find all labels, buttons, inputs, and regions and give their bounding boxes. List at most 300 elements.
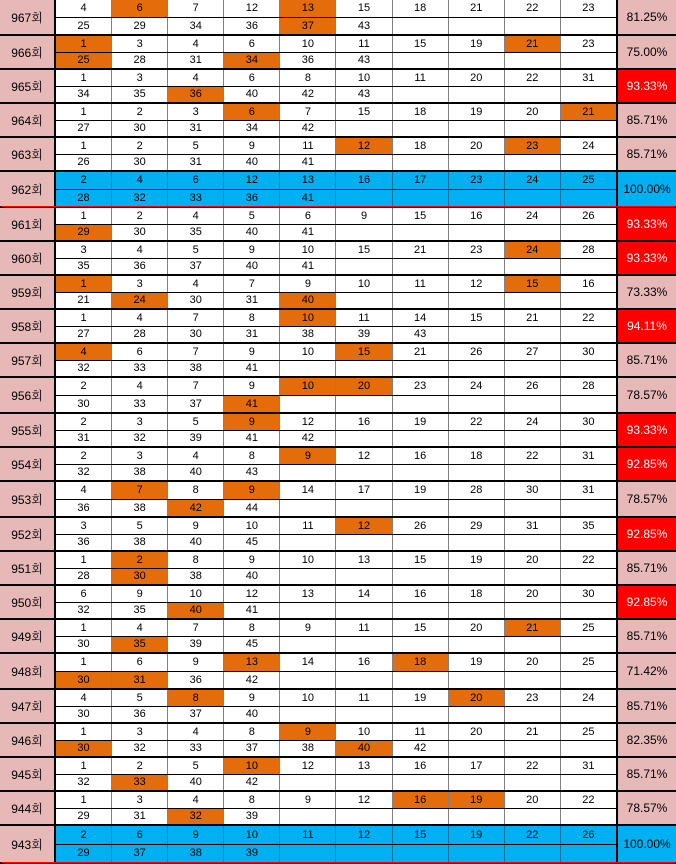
highlighted-number-cell: 4 [56,344,112,360]
round-label: 947회 [0,690,56,722]
number-cell: 30 [505,482,561,499]
number-cell: 12 [224,172,280,189]
number-cell: 8 [224,724,280,740]
number-cell: 33 [112,361,168,377]
number-cell: 31 [582,449,595,462]
highlighted-number-cell: 18 [393,654,449,671]
number-block [56,104,616,136]
number-line [56,17,616,35]
highlighted-number-cell: 36 [168,87,224,103]
number-cell: 28 [56,569,112,585]
number-cell: 10 [336,276,392,292]
number-cell [393,121,449,137]
number-cell [280,775,336,791]
number-cell: 4 [168,724,224,740]
number-cell: 31 [582,759,595,772]
number-cell [449,845,505,863]
number-cell: 18 [449,448,505,464]
highlighted-number-cell: 10 [280,378,336,395]
number-cell: 28 [56,190,112,207]
draw-row [0,344,676,378]
draw-row [0,792,676,826]
match-percentage: 94.11% [616,310,676,342]
number-cell: 5 [112,518,168,534]
number-cell [449,396,505,413]
match-percentage: 85.71% [616,758,676,790]
number-cell: 32 [112,741,168,757]
number-cell [280,396,336,413]
number-cell: 32 [112,190,168,207]
highlighted-number-cell: 34 [224,53,280,69]
number-cell: 4 [56,690,112,706]
number-cell: 44 [224,500,280,517]
number-cell [336,672,392,689]
number-cell: 38 [112,500,168,517]
number-cell: 22 [449,414,505,430]
round-label: 954회 [0,448,56,480]
number-cell: 8 [168,482,224,499]
number-line [56,482,616,499]
number-cell: 30 [582,415,595,428]
number-cell: 4 [112,242,168,258]
number-cell: 36 [224,18,280,35]
round-label: 962회 [0,172,56,206]
number-cell: 3 [56,242,112,258]
number-cell: 45 [224,637,280,653]
number-cell: 29 [112,18,168,35]
number-cell: 9 [280,276,336,292]
number-cell: 16 [393,586,449,602]
number-cell: 15 [393,208,449,224]
number-cell: 8 [224,448,280,464]
number-cell [505,603,561,619]
number-cell: 11 [336,690,392,706]
number-cell: 4 [168,36,224,52]
draw-row [0,70,676,104]
round-label: 948회 [0,654,56,688]
number-cell [280,535,336,551]
highlighted-number-cell: 21 [561,104,616,120]
number-cell [449,569,505,585]
number-cell: 2 [112,758,168,774]
highlighted-number-cell: 20 [336,378,392,395]
number-cell: 10 [336,70,392,86]
number-cell [505,190,561,207]
number-cell [280,672,336,689]
number-line [56,706,616,723]
number-line [56,154,616,171]
number-cell: 24 [505,414,561,430]
number-cell: 37 [168,707,224,723]
round-label: 959회 [0,276,56,308]
number-line [56,395,616,413]
number-cell: 1 [56,104,112,120]
number-cell [449,741,505,757]
number-line [56,70,616,86]
number-cell: 30 [112,121,168,137]
highlighted-number-cell: 16 [393,792,449,808]
highlighted-number-cell: 10 [224,758,280,774]
number-block [56,552,616,584]
number-cell [393,845,449,863]
number-cell: 39 [168,637,224,653]
number-cell: 32 [56,361,112,377]
number-cell: 10 [280,36,336,52]
number-cell: 20 [449,620,505,636]
number-cell [449,535,505,551]
number-cell [393,87,449,103]
number-cell [505,465,561,481]
number-cell: 34 [224,121,280,137]
number-cell: 5 [168,242,224,258]
round-label: 946회 [0,724,56,756]
number-cell [561,396,616,413]
number-cell: 19 [393,482,449,499]
number-cell: 30 [56,396,112,413]
number-cell [505,775,561,791]
number-block [56,242,616,274]
number-cell [280,569,336,585]
number-cell [336,225,392,241]
number-cell [449,259,505,275]
number-cell: 28 [582,380,595,393]
match-percentage: 81.25% [616,0,676,34]
draw-row [0,242,676,276]
number-cell [393,603,449,619]
number-cell: 18 [449,586,505,602]
number-cell [561,121,616,137]
number-cell: 17 [449,758,505,774]
number-block [56,586,616,618]
number-cell: 27 [505,344,561,360]
number-cell: 6 [168,172,224,189]
draw-row [0,690,676,724]
number-cell [336,259,392,275]
draw-row [0,104,676,138]
number-line [56,52,616,69]
number-cell: 37 [112,845,168,863]
number-cell [561,500,616,517]
highlighted-number-cell: 15 [505,276,561,292]
number-line [56,344,616,360]
number-cell: 6 [112,344,168,360]
highlighted-number-cell: 10 [280,310,336,326]
number-cell [393,190,449,207]
round-label: 943회 [0,826,56,862]
number-cell: 30 [112,155,168,171]
number-cell: 23 [505,690,561,706]
number-cell: 1 [56,310,112,326]
draw-row [0,414,676,448]
number-cell: 42 [280,121,336,137]
number-cell: 36 [112,259,168,275]
number-cell: 10 [168,586,224,602]
number-block [56,690,616,722]
number-cell: 19 [449,36,505,52]
number-cell: 34 [168,18,224,35]
number-line [56,276,616,292]
number-cell [449,775,505,791]
number-cell: 4 [112,310,168,326]
highlighted-number-cell: 24 [505,242,561,258]
draw-row [0,518,676,552]
number-cell: 31 [168,53,224,69]
number-cell [280,707,336,723]
number-cell: 22 [582,311,595,324]
number-cell: 15 [336,0,392,17]
number-cell: 20 [505,654,561,671]
number-cell: 6 [56,586,112,602]
number-cell: 18 [393,0,449,17]
match-percentage: 85.71% [616,690,676,722]
highlighted-number-cell: 1 [56,276,112,292]
number-cell [561,53,616,69]
number-cell: 27 [56,121,112,137]
number-cell [393,809,449,825]
number-line [56,414,616,430]
number-cell [449,155,505,171]
round-label: 951회 [0,552,56,584]
number-cell [505,87,561,103]
number-cell: 24 [505,172,561,189]
number-cell [561,637,616,653]
highlighted-number-cell: 15 [336,344,392,360]
number-cell: 7 [280,104,336,120]
number-cell: 43 [336,18,392,35]
number-cell: 10 [280,552,336,568]
number-block [56,378,616,412]
number-cell: 36 [168,672,224,689]
number-cell: 36 [112,707,168,723]
number-line [56,499,616,517]
number-cell: 31 [168,121,224,137]
number-cell: 25 [56,18,112,35]
number-cell: 21 [505,310,561,326]
number-cell [505,293,561,309]
number-cell: 9 [112,586,168,602]
round-label: 965회 [0,70,56,102]
number-cell [280,603,336,619]
number-cell: 42 [224,775,280,791]
number-cell: 24 [505,208,561,224]
number-line [56,826,616,844]
number-cell [336,465,392,481]
round-label: 949회 [0,620,56,652]
number-cell: 36 [224,190,280,207]
number-cell: 6 [280,208,336,224]
number-cell: 35 [112,603,168,619]
number-cell: 21 [449,0,505,17]
number-cell: 29 [449,518,505,534]
number-cell: 9 [224,242,280,258]
number-cell: 7 [168,344,224,360]
round-label: 961회 [0,208,56,240]
number-cell [336,190,392,207]
number-cell [561,672,616,689]
number-line [56,258,616,275]
number-cell [449,293,505,309]
number-block [56,172,616,206]
number-block [56,654,616,688]
number-cell: 35 [56,259,112,275]
number-cell: 31 [112,809,168,825]
number-cell [336,361,392,377]
number-cell: 22 [582,553,595,566]
number-cell: 43 [336,53,392,69]
number-cell: 16 [393,448,449,464]
highlighted-number-cell: 40 [280,293,336,309]
number-cell: 30 [56,707,112,723]
number-cell [449,707,505,723]
number-cell [505,431,561,447]
draw-row [0,654,676,690]
number-cell: 25 [582,656,595,669]
number-cell: 12 [280,414,336,430]
match-percentage: 92.85% [616,586,676,618]
number-cell: 22 [505,758,561,774]
number-cell: 10 [224,826,280,844]
number-cell: 14 [336,586,392,602]
number-cell: 20 [449,724,505,740]
number-cell: 4 [168,70,224,86]
number-cell [449,361,505,377]
number-line [56,224,616,241]
number-cell: 45 [224,535,280,551]
number-cell [505,155,561,171]
number-cell: 37 [168,259,224,275]
match-percentage: 85.71% [616,344,676,376]
number-cell [505,672,561,689]
number-block [56,826,616,862]
number-cell [449,603,505,619]
number-cell: 14 [280,654,336,671]
number-cell [505,535,561,551]
number-cell: 2 [56,378,112,395]
number-cell: 31 [224,327,280,343]
number-cell: 27 [56,327,112,343]
highlighted-number-cell: 32 [168,809,224,825]
number-cell [449,637,505,653]
number-block [56,448,616,480]
number-cell [505,53,561,69]
round-label: 945회 [0,758,56,790]
number-cell: 4 [168,208,224,224]
number-cell: 15 [449,310,505,326]
number-line [56,36,616,52]
number-line [56,518,616,534]
number-cell: 15 [336,242,392,258]
highlighted-number-cell: 37 [280,18,336,35]
number-cell: 11 [280,138,336,154]
number-cell: 40 [224,707,280,723]
number-cell: 4 [56,0,112,17]
number-block [56,758,616,790]
number-cell [393,361,449,377]
number-cell: 30 [168,327,224,343]
number-cell: 30 [582,345,595,358]
number-cell: 14 [393,310,449,326]
number-cell: 2 [56,448,112,464]
number-line [56,774,616,791]
number-cell: 22 [505,826,561,844]
number-line [56,758,616,774]
number-cell: 40 [224,259,280,275]
number-cell: 2 [112,208,168,224]
highlighted-number-cell: 12 [336,138,392,154]
draw-row [0,620,676,654]
number-cell: 9 [336,208,392,224]
number-cell: 43 [224,465,280,481]
number-cell: 15 [336,104,392,120]
number-cell: 1 [56,758,112,774]
number-line [56,310,616,326]
number-cell: 12 [280,758,336,774]
number-line [56,654,616,671]
number-cell: 1 [56,654,112,671]
highlighted-number-cell: 1 [56,36,112,52]
number-line [56,464,616,481]
draw-row [0,552,676,586]
number-cell [336,775,392,791]
number-cell: 3 [112,792,168,808]
number-cell: 9 [168,654,224,671]
highlighted-number-cell: 29 [56,225,112,241]
number-cell: 36 [280,53,336,69]
number-cell: 12 [336,792,392,808]
number-cell: 2 [112,104,168,120]
number-cell: 31 [582,484,595,497]
number-cell: 9 [224,138,280,154]
number-cell [561,259,616,275]
number-cell: 25 [582,621,595,634]
number-cell: 11 [393,276,449,292]
number-cell: 29 [56,845,112,863]
number-line [56,636,616,653]
number-cell: 23 [582,2,595,15]
round-label: 944회 [0,792,56,824]
number-block [56,0,616,34]
highlighted-number-cell: 30 [56,672,112,689]
number-cell [393,396,449,413]
number-cell [505,18,561,35]
match-percentage: 93.33% [616,414,676,446]
number-cell: 4 [112,620,168,636]
number-cell: 5 [112,690,168,706]
number-cell: 22 [505,448,561,464]
number-line [56,724,616,740]
number-cell: 43 [393,327,449,343]
number-cell [561,707,616,723]
match-percentage: 93.33% [616,208,676,240]
number-block [56,344,616,376]
number-line [56,602,616,619]
number-cell: 9 [280,620,336,636]
number-line [56,552,616,568]
number-cell [393,18,449,35]
number-cell: 40 [168,465,224,481]
number-cell [280,465,336,481]
draw-row [0,0,676,36]
number-cell: 12 [336,448,392,464]
number-cell: 5 [168,758,224,774]
number-cell: 34 [56,87,112,103]
number-cell [561,18,616,35]
number-cell: 13 [280,586,336,602]
number-cell: 2 [112,138,168,154]
number-cell: 36 [56,535,112,551]
number-cell: 13 [336,758,392,774]
number-line [56,86,616,103]
